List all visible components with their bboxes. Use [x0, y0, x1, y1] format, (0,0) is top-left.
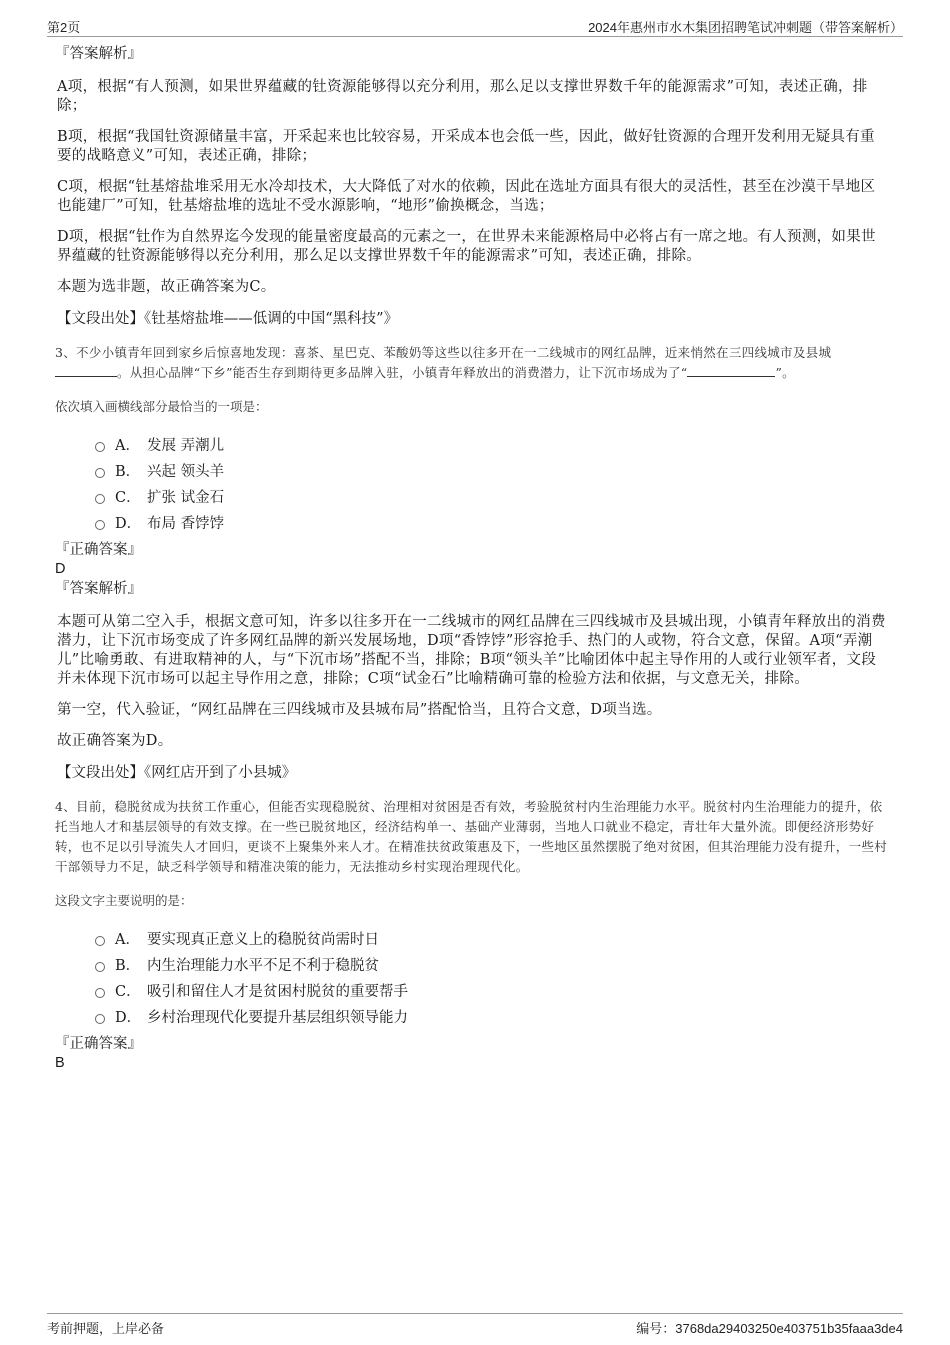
option-letter: D． [115, 515, 142, 532]
option-a[interactable] [95, 925, 889, 951]
document-title: 2024年惠州市水木集团招聘笔试冲刺题（带答案解析） [588, 20, 903, 35]
analysis-paragraph: D项，根据“钍作为自然界迄今发现的能量密度最高的元素之一，在世界未来能源格局中必将占有一席之地。有人预测，如果世界蕴藏的钍资源能够得以充分利用，那么足以支撑世界数千年的能源需求”可知，表述正确，排除。 [57, 229, 876, 264]
footer-slogan: 考前押题，上岸必备 [47, 1321, 165, 1336]
question-4-text: 4、目前，稳脱贫成为扶贫工作重心，但能否实现稳脱贫、治理相对贫困是否有效，考验脱贫村内生治理能力水平。脱贫村内生治理能力的提升，依托当地人才和基层领导的有效支撑。在一些已脱贫地区，经济结构单一、基础产业薄弱，当地人口就业不稳定，青壮年大量外流。即便经济形势好转，也不足以引导流失人才回归，更谈不上聚集外来人才。在精准扶贫政策惠及下，一些地区虽然摆脱了绝对贫困，但其治理能力没有提升，一些村干部领导力不足，缺乏科学领导和精准决策的能力，无法推动乡村实现治理现代化。 [55, 799, 888, 874]
analysis-label: 『答案解析』 [55, 581, 142, 597]
question-3-text-part2: 。从担心品牌“下乡”能否生存到期待更多品牌入驻，小镇青年释放出的消费潜力，让下沉市场成为了“ [117, 365, 688, 380]
option-letter: B． [115, 463, 141, 480]
question-3-text-part3: ”。 [775, 365, 795, 380]
option-letter: A． [115, 437, 140, 454]
radio-icon[interactable] [95, 1014, 105, 1024]
analysis-paragraph: 第一空，代入验证，“网红品牌在三四线城市及县城布局”搭配恰当，且符合文意，D项当选。 [57, 702, 662, 718]
option-c[interactable] [95, 977, 889, 1003]
option-text: 兴起 领头羊 [147, 463, 225, 480]
page-header [47, 14, 903, 37]
option-text: 布局 香饽饽 [147, 515, 225, 532]
correct-answer-value: D [55, 561, 66, 577]
analysis-label: 『答案解析』 [55, 46, 142, 62]
option-b[interactable] [95, 951, 889, 977]
option-text: 发展 弄潮儿 [147, 437, 225, 454]
source-citation: 【文段出处】《网红店开到了小县城》 [57, 765, 297, 781]
radio-icon[interactable] [95, 988, 105, 998]
document-id: 编号：3768da29403250e403751b35faaa3de4 [636, 1321, 903, 1336]
correct-answer-label: 『正确答案』 [55, 542, 142, 558]
option-letter: A． [115, 931, 140, 948]
option-d[interactable] [95, 1003, 889, 1029]
option-a[interactable] [95, 431, 889, 457]
option-letter: D． [115, 1009, 142, 1026]
radio-icon[interactable] [95, 442, 105, 452]
fill-blank-2 [687, 364, 775, 377]
radio-icon[interactable] [95, 494, 105, 504]
question-3-text-part1: 3、不少小镇青年回到家乡后惊喜地发现：喜茶、星巴克、苯酸奶等这些以往多开在一二线城市的网红品牌，近来悄然在三四线城市及县城 [55, 345, 832, 360]
page-footer [47, 1313, 903, 1338]
option-letter: B． [115, 957, 141, 974]
analysis-paragraph: 本题可从第二空入手，根据文意可知，许多以往多开在一二线城市的网红品牌在三四线城市及县城出现，小镇青年释放出的消费潜力，让下沉市场变成了许多网红品牌的新兴发展场地，D项“香饽饽”形容抢手、热门的人或物，符合文意，保留。A项“弄潮儿”比喻勇敢、有进取精神的人，与“下沉市场”搭配不当，排除；B项“领头羊”比喻团体中起主导作用的人或行业领军者，文段并未体现下沉市场可以起主导作用之意，排除；C项“试金石”比喻精确可靠的检验方法和依据，与文意无关，排除。 [57, 614, 886, 687]
analysis-paragraph: A项，根据“有人预测，如果世界蕴藏的钍资源能够得以充分利用，那么足以支撑世界数千年的能源需求”可知，表述正确，排除； [57, 79, 868, 114]
correct-answer-value: B [55, 1055, 65, 1071]
analysis-conclusion: 故正确答案为D。 [57, 733, 173, 749]
option-text: 内生治理能力水平不足不利于稳脱贫 [147, 957, 379, 974]
question-4-options [95, 925, 889, 1029]
question-4-prompt: 这段文字主要说明的是： [55, 893, 193, 908]
radio-icon[interactable] [95, 962, 105, 972]
radio-icon[interactable] [95, 936, 105, 946]
radio-icon[interactable] [95, 468, 105, 478]
option-b[interactable] [95, 457, 889, 483]
source-citation: 【文段出处】《钍基熔盐堆——低调的中国“黑科技”》 [57, 311, 399, 327]
option-text: 要实现真正意义上的稳脱贫尚需时日 [147, 931, 379, 948]
fill-blank-1 [55, 364, 117, 377]
option-text: 乡村治理现代化要提升基层组织领导能力 [147, 1009, 408, 1026]
option-text: 吸引和留住人才是贫困村脱贫的重要帮手 [147, 983, 408, 1000]
option-text: 扩张 试金石 [147, 489, 225, 506]
question-3-options [95, 431, 889, 535]
question-3-text [55, 343, 889, 383]
option-d[interactable] [95, 509, 889, 535]
option-letter: C． [115, 983, 141, 1000]
analysis-paragraph: C项，根据“钍基熔盐堆采用无水冷却技术，大大降低了对水的依赖，因此在选址方面具有很大的灵活性，甚至在沙漠干旱地区也能建厂”可知，钍基熔盐堆的选址不受水源影响，“地形”偷换概念，当选； [57, 179, 876, 214]
analysis-conclusion: 本题为选非题，故正确答案为C。 [57, 279, 276, 295]
page-content [57, 44, 889, 1073]
option-c[interactable] [95, 483, 889, 509]
page-number: 第2页 [47, 20, 81, 35]
option-letter: C． [115, 489, 141, 506]
analysis-paragraph: B项，根据“我国钍资源储量丰富，开采起来也比较容易，开采成本也会低一些，因此，做好钍资源的合理开发利用无疑具有重要的战略意义”可知，表述正确，排除； [57, 129, 875, 164]
radio-icon[interactable] [95, 520, 105, 530]
correct-answer-label: 『正确答案』 [55, 1036, 142, 1052]
question-3-prompt: 依次填入画横线部分最恰当的一项是： [55, 399, 268, 414]
